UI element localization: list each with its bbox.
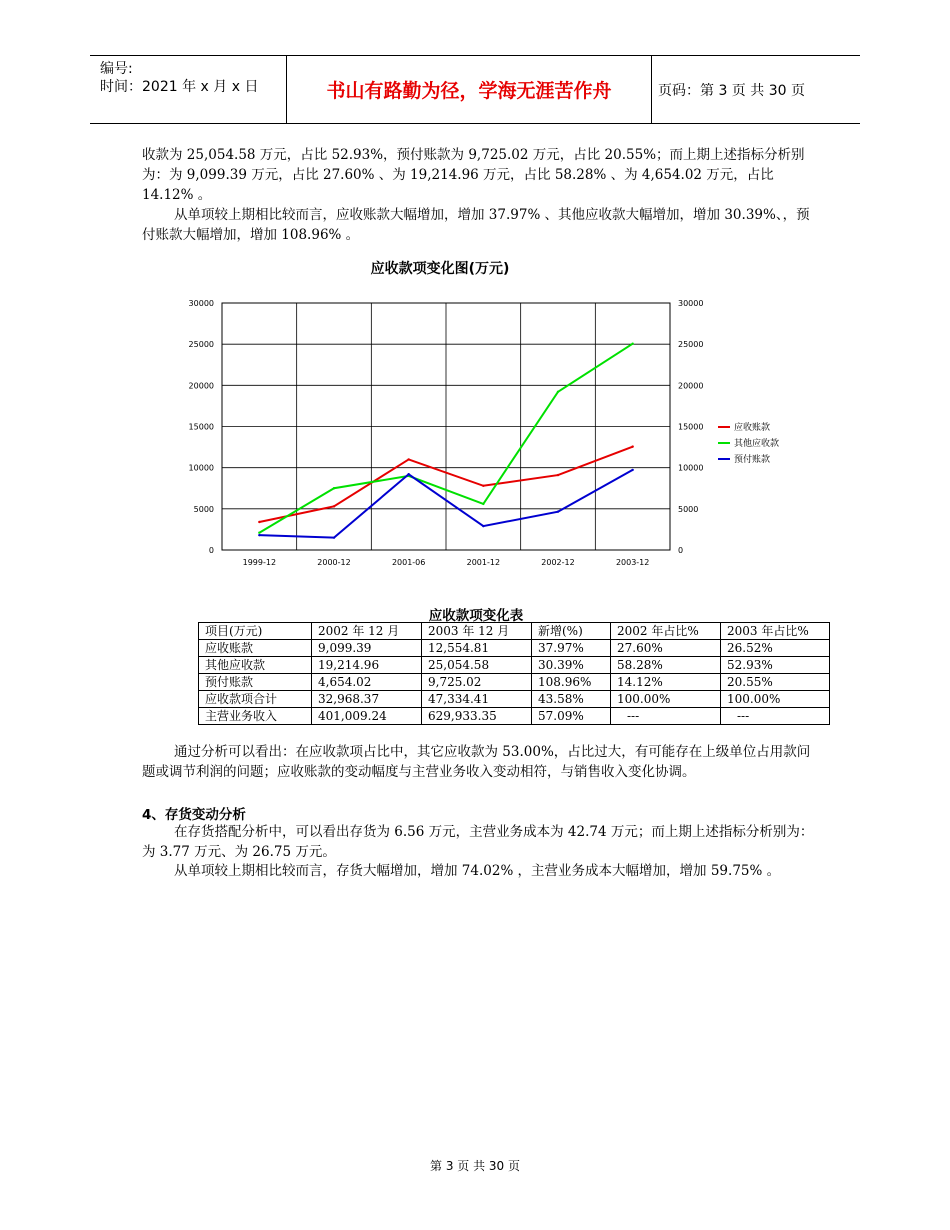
data-point xyxy=(631,343,633,345)
paragraph-2: 从单项较上期相比较而言，应收账款大幅增加，增加 37.97% 、其他应收款大幅增加，增加 30.39%、，预付账款大幅增加，增加 108.96% 。 xyxy=(142,207,810,243)
data-point xyxy=(557,391,559,393)
table-cell: --- xyxy=(611,708,721,725)
doc-time: 时间：2021 年 x 月 x 日 xyxy=(100,79,259,95)
legend-label: 预付账款 xyxy=(734,455,771,465)
table-header-cell: 2002 年占比% xyxy=(611,623,721,640)
page-footer: 第 3 页 共 30 页 xyxy=(430,1159,520,1173)
table-cell: 25,054.58 xyxy=(422,657,532,674)
table-cell: 108.96% xyxy=(532,674,611,691)
table-row xyxy=(199,657,830,674)
doc-number-label: 编号: xyxy=(100,61,133,77)
table-cell: 预付账款 xyxy=(199,674,312,691)
table-cell: 19,214.96 xyxy=(312,657,422,674)
legend-label: 其他应收款 xyxy=(734,439,780,449)
x-tick-label: 2002-12 xyxy=(541,558,575,567)
table-cell: 57.09% xyxy=(532,708,611,725)
data-point xyxy=(482,485,484,487)
table-cell: 26.52% xyxy=(721,640,830,657)
data-point xyxy=(407,458,409,460)
y-tick-label-right: 30000 xyxy=(678,299,704,308)
y-tick-label-right: 0 xyxy=(678,546,684,555)
table-cell: 其他应收款 xyxy=(199,657,312,674)
table-cell: 应收款项合计 xyxy=(199,691,312,708)
section-heading-4: 4、存货变动分析 xyxy=(142,807,246,823)
data-point xyxy=(333,487,335,489)
table-cell: 20.55% xyxy=(721,674,830,691)
y-tick-label-right: 10000 xyxy=(678,463,704,473)
header-page-info: 页码：第 3 页 共 30 页 xyxy=(658,82,805,99)
y-tick-label-left: 15000 xyxy=(188,422,214,432)
paragraph-1: 收款为 25,054.58 万元，占比 52.93%，预付账款为 9,725.02 万元，占比 20.55%；而上期上述指标分析别为：为 9,099.39 万元，占比 27.60% 、为 19,214.96 万元，占比 58.28% 、为 4,654.02 万元，占比 14.12% 。 xyxy=(142,147,805,203)
chart-title: 应收款项变化图(万元) xyxy=(370,261,510,277)
x-tick-label: 2001-12 xyxy=(466,558,501,567)
table-cell: 37.97% xyxy=(532,640,611,657)
paragraph-3: 通过分析可以看出：在应收款项占比中，其它应收款为 53.00%，占比过大，有可能存在上级单位占用款问题或调节利润的问题；应收账款的变动幅度与主营业务收入变动相符，与销售收入变化协调。 xyxy=(142,744,811,780)
y-tick-label-left: 0 xyxy=(208,546,214,555)
y-tick-label-left: 20000 xyxy=(188,381,214,391)
x-tick-label: 2000-12 xyxy=(317,558,351,567)
table-header-cell: 新增(%) xyxy=(532,623,611,640)
data-point xyxy=(482,503,484,505)
table-cell: 629,933.35 xyxy=(422,708,532,725)
data-point xyxy=(557,510,559,512)
header-meta xyxy=(100,60,285,96)
table-cell: 32,968.37 xyxy=(312,691,422,708)
table-cell: 9,099.39 xyxy=(312,640,422,657)
y-tick-label-right: 5000 xyxy=(678,504,699,514)
data-point xyxy=(631,469,633,471)
paragraph-5: 从单项较上期相比较而言，存货大幅增加，增加 74.02% ，主营业务成本大幅增加，增加 59.75% 。 xyxy=(174,863,781,879)
table-cell: 27.60% xyxy=(611,640,721,657)
data-point xyxy=(557,474,559,476)
receivables-table xyxy=(198,622,830,725)
legend-label: 应收账款 xyxy=(734,423,771,433)
table-cell: 401,009.24 xyxy=(312,708,422,725)
table-row xyxy=(199,640,830,657)
y-tick-label-left: 10000 xyxy=(188,463,214,473)
table-cell: 14.12% xyxy=(611,674,721,691)
y-tick-label-left: 25000 xyxy=(188,340,214,350)
table-cell: 9,725.02 xyxy=(422,674,532,691)
y-tick-label-right: 25000 xyxy=(678,340,704,350)
y-tick-label-left: 5000 xyxy=(193,504,214,514)
table-title: 应收款项变化表 xyxy=(428,608,524,624)
data-point xyxy=(333,536,335,538)
table-cell: 58.28% xyxy=(611,657,721,674)
table-cell: 100.00% xyxy=(611,691,721,708)
table-cell: --- xyxy=(721,708,830,725)
header-motto: 书山有路勤为径，学海无涯苦作舟 xyxy=(286,56,652,123)
table-cell: 4,654.02 xyxy=(312,674,422,691)
x-tick-label: 1999-12 xyxy=(242,558,277,567)
table-cell: 主营业务收入 xyxy=(199,708,312,725)
y-tick-label-right: 15000 xyxy=(678,422,704,432)
page-header xyxy=(90,55,860,124)
data-point xyxy=(258,532,260,534)
table-cell: 52.93% xyxy=(721,657,830,674)
table-cell: 应收账款 xyxy=(199,640,312,657)
table-header-row xyxy=(199,623,830,640)
table-cell: 12,554.81 xyxy=(422,640,532,657)
table-header-cell: 2002 年 12 月 xyxy=(312,623,422,640)
table-header-cell: 2003 年占比% xyxy=(721,623,830,640)
paragraph-4: 在存货搭配分析中，可以看出存货为 6.56 万元，主营业务成本为 42.74 万元；而上期上述指标分析别为：为 3.77 万元、为 26.75 万元。 xyxy=(142,824,814,860)
table-row xyxy=(199,674,830,691)
table-row xyxy=(199,708,830,725)
data-point xyxy=(258,534,260,536)
table-cell: 47,334.41 xyxy=(422,691,532,708)
data-point xyxy=(333,505,335,507)
table-header-cell: 项目(万元) xyxy=(199,623,312,640)
y-tick-label-left: 30000 xyxy=(188,299,214,308)
table-cell: 30.39% xyxy=(532,657,611,674)
data-point xyxy=(407,473,409,475)
table-cell: 100.00% xyxy=(721,691,830,708)
data-point xyxy=(631,445,633,447)
table-row xyxy=(199,691,830,708)
x-tick-label: 2003-12 xyxy=(615,558,650,567)
data-point xyxy=(258,521,260,523)
y-tick-label-right: 20000 xyxy=(678,381,704,391)
x-tick-label: 2001-06 xyxy=(391,558,426,567)
table-cell: 43.58% xyxy=(532,691,611,708)
table-header-cell: 2003 年 12 月 xyxy=(422,623,532,640)
receivables-line-chart xyxy=(150,285,810,580)
data-point xyxy=(482,525,484,527)
